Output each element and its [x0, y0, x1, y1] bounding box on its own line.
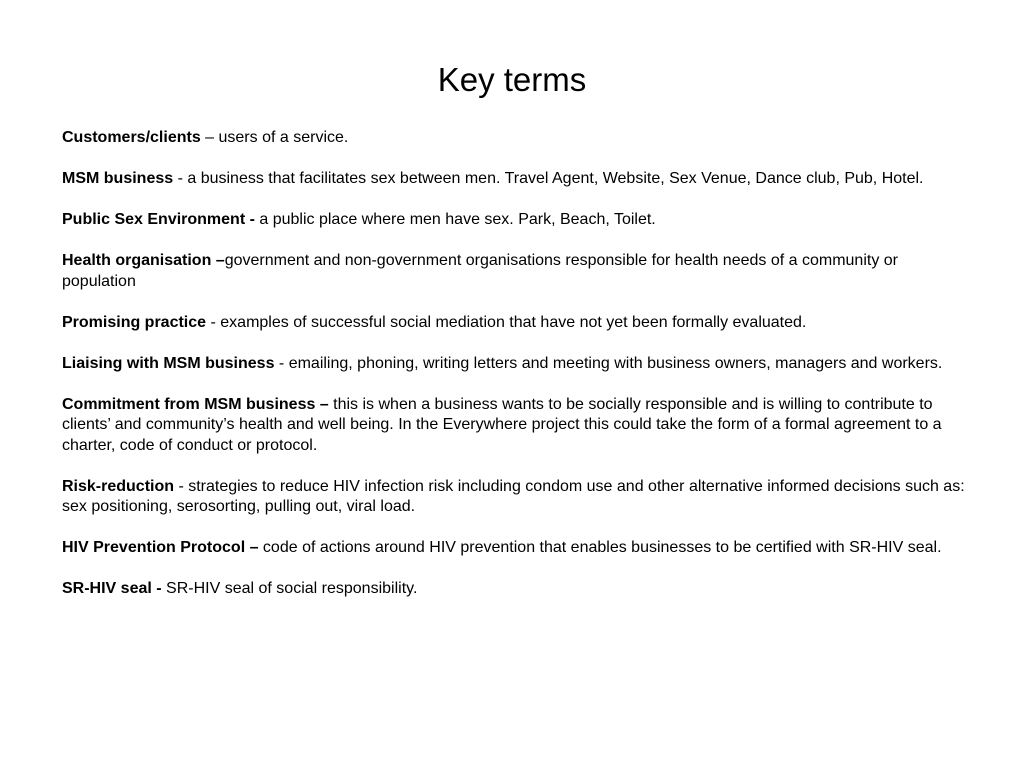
- term-item: [62, 579, 967, 600]
- term-name: Public Sex Environment -: [62, 211, 255, 228]
- term-definition: - a business that facilitates sex between men. Travel Agent, Website, Sex Venue, Dance club, Pub, Hotel.: [173, 170, 924, 187]
- term-item: [62, 477, 967, 518]
- term-definition: a public place where men have sex. Park, Beach, Toilet.: [254, 211, 656, 228]
- term-definition: code of actions around HIV prevention that enables businesses to be certified with SR-HIV seal.: [258, 539, 942, 556]
- term-item: [62, 128, 967, 149]
- term-name: Customers/clients: [62, 129, 201, 146]
- term-item: [62, 313, 967, 334]
- term-definition: – users of a service.: [200, 129, 349, 146]
- term-item: [62, 251, 967, 292]
- term-item: [62, 538, 967, 559]
- term-name: Health organisation –: [62, 252, 225, 269]
- term-name: Commitment from MSM business –: [62, 395, 329, 413]
- term-name: MSM business: [62, 170, 174, 187]
- term-name: Liaising with MSM business: [62, 354, 275, 372]
- term-definition: - strategies to reduce HIV infection risk including condom use and other alternative informed decisions such as: sex positioning, serosorting, pulling out, viral load.: [62, 477, 965, 515]
- term-definition: this is when a business wants to be socially responsible and is willing to contribute to clients’ and community’s health and well being. In the Everywhere project this could take the form of a formal agreement to a charter, code of conduct or protocol.: [62, 395, 942, 454]
- term-definition: - examples of successful social mediation that have not yet been formally evaluated.: [206, 313, 807, 331]
- term-name: Risk-reduction: [62, 477, 175, 495]
- term-item: [62, 395, 967, 457]
- term-definition: - emailing, phoning, writing letters and meeting with business owners, managers and workers.: [274, 354, 943, 372]
- term-name: Promising practice: [62, 313, 207, 331]
- term-name: SR-HIV seal -: [62, 580, 162, 597]
- term-name: HIV Prevention Protocol –: [62, 539, 259, 556]
- key-terms-list: [62, 128, 967, 620]
- term-item: [62, 169, 967, 190]
- term-definition: SR-HIV seal of social responsibility.: [161, 580, 418, 597]
- term-definition: government and non-government organisations responsible for health needs of a community or population: [62, 252, 898, 290]
- slide-title: Key terms: [437, 61, 587, 98]
- term-item: [62, 210, 967, 231]
- term-item: [62, 354, 967, 375]
